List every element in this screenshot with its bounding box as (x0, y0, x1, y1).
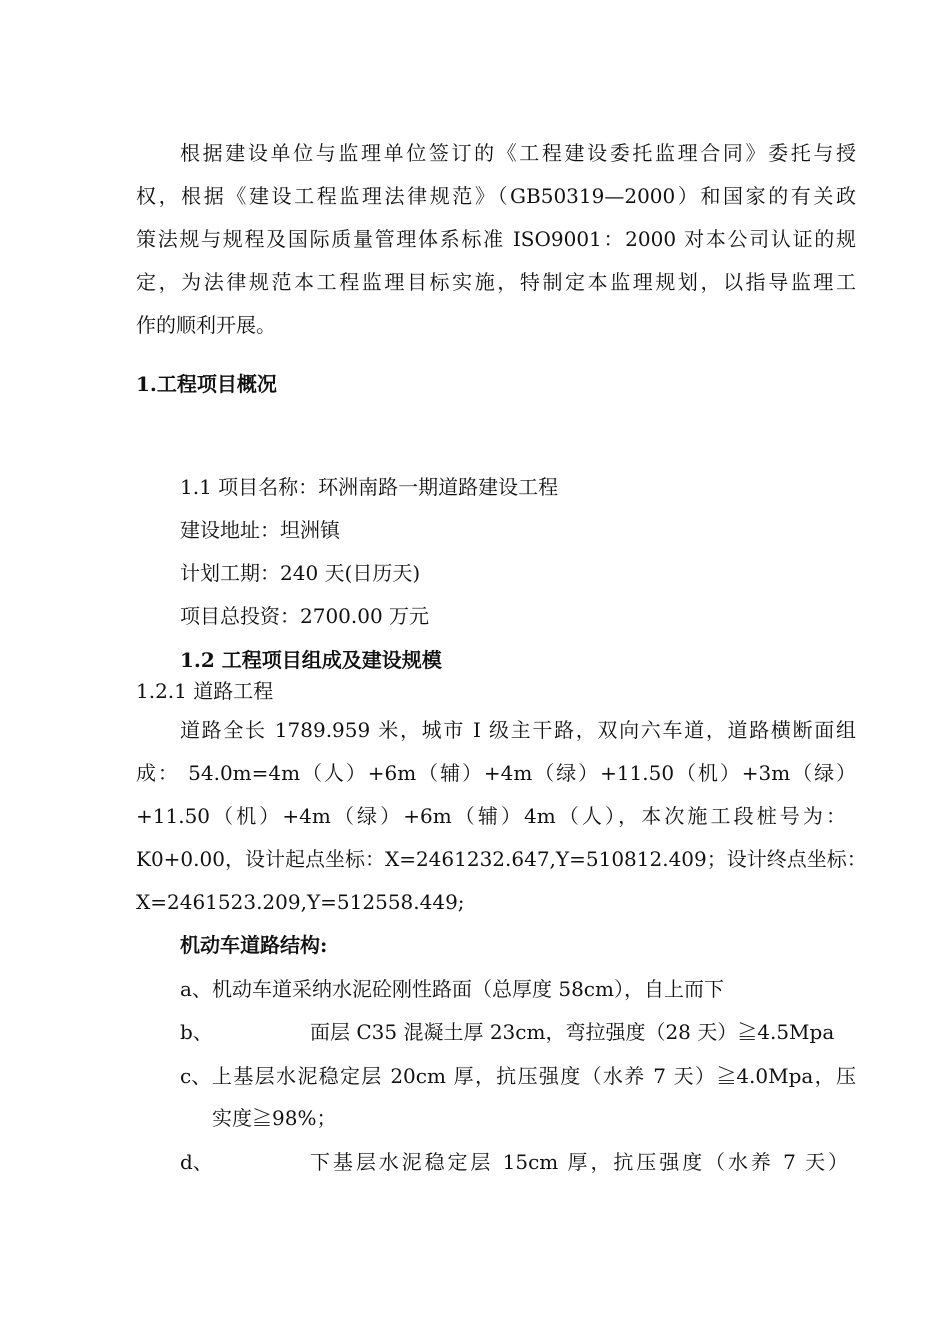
intro-line-2: 权，根据《建设工程监理法律规范》（GB50319—2000）和国家的有关政 (136, 184, 856, 208)
structure-item-b-marker: b、 (180, 1020, 213, 1044)
intro-line-5: 作的顺利开展。 (136, 313, 276, 337)
structure-item-c-marker: c、 (180, 1064, 212, 1088)
structure-item-d-text: 下基层水泥稳定层 15cm 厚，抗压强度（水养 7 天） (310, 1150, 848, 1174)
section-1-heading: 1.工程项目概况 (136, 372, 277, 396)
project-duration-line: 计划工期：240 天(日历天) (180, 561, 421, 585)
intro-line-1: 根据建设单位与监理单位签订的《工程建设委托监理合同》委托与授 (180, 141, 856, 165)
project-name-line: 1.1 项目名称：环洲南路一期道路建设工程 (180, 475, 559, 499)
intro-line-4: 定，为法律规范本工程监理目标实施，特制定本监理规划，以指导监理工 (136, 270, 856, 294)
structure-item-b-text: 面层 C35 混凝土厚 23cm，弯拉强度（28 天）≧4.5Mpa (310, 1020, 835, 1044)
structure-item-c-text-cont: 实度≧98%； (212, 1106, 337, 1130)
structure-item-a-text: 机动车道采纳水泥砼刚性路面（总厚度 58cm），自上而下 (212, 977, 724, 1001)
road-desc-line-3: +11.50（机）+4m（绿）+6m（辅）4m（人），本次施工段桩号为： (136, 804, 846, 828)
road-desc-line-4: K0+0.00，设计起点坐标：X=2461232.647,Y=510812.409；设计终点坐标： (136, 847, 867, 871)
structure-heading: 机动车道路结构: (180, 933, 328, 957)
intro-line-3: 策法规与规程及国际质量管理体系标准 ISO9001：2000 对本公司认证的规 (136, 227, 856, 251)
section-1-2-heading: 1.2 工程项目组成及建设规模 (180, 648, 442, 672)
project-investment-line: 项目总投资：2700.00 万元 (180, 604, 430, 628)
section-1-2-1-heading: 1.2.1 道路工程 (136, 679, 274, 703)
road-desc-line-5: X=2461523.209,Y=512558.449; (136, 890, 465, 914)
road-desc-line-2: 成： 54.0m=4m（人）+6m（辅）+4m（绿）+11.50（机）+3m（绿） (136, 761, 856, 785)
structure-item-d-marker: d、 (180, 1150, 213, 1174)
road-desc-line-1: 道路全长 1789.959 米，城市 I 级主干路，双向六车道，道路横断面组 (180, 718, 856, 742)
structure-item-c-text: 上基层水泥稳定层 20cm 厚，抗压强度（水养 7 天）≧4.0Mpa，压 (212, 1064, 856, 1088)
project-address-line: 建设地址：坦洲镇 (180, 518, 340, 542)
structure-item-a-marker: a、 (180, 977, 212, 1001)
